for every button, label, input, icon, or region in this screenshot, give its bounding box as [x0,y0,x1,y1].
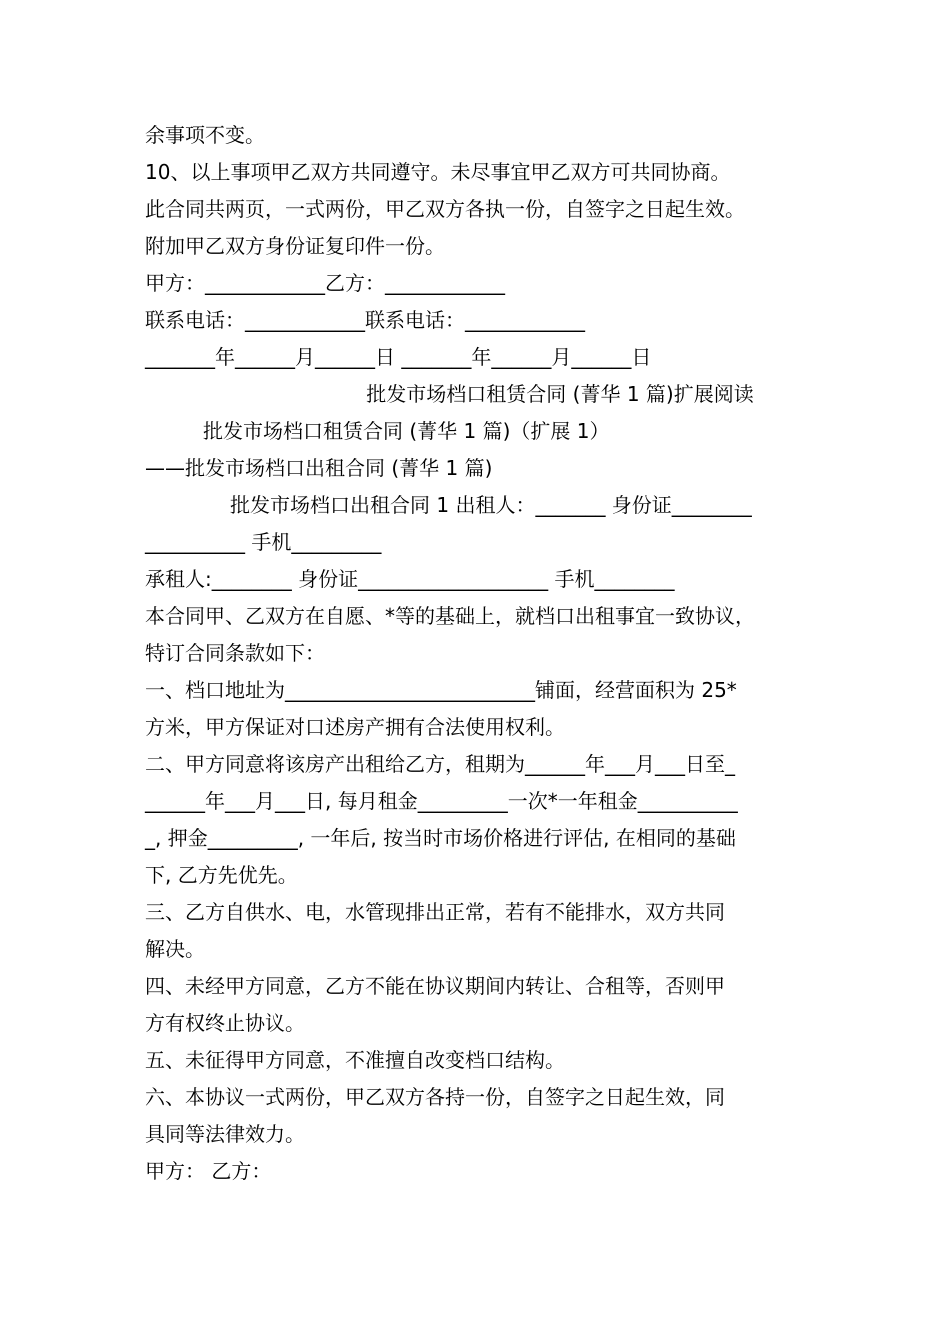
text-line: 附加甲乙双方身份证复印件一份。 [145,234,445,258]
text-line: 此合同共两页，一式两份，甲乙双方各执一份，自签字之日起生效。 [145,197,745,221]
date-line: _______年______月______日 _______年______月______日 [145,345,652,369]
text-line: 五、未征得甲方同意，不准擅自改变档口结构。 [145,1048,565,1072]
text-line: 六、本协议一式两份，甲乙双方各持一份，自签字之日起生效，同 [145,1085,725,1109]
text-line: 二、甲方同意将该房产出租给乙方，租期为______年___月___日至_ [145,752,735,776]
text-line: 本合同甲、乙双方在自愿、*等的基础上，就档口出租事宜一致协议， [145,604,755,628]
signature-line: 甲方： 乙方： [145,1159,272,1183]
text-line: 10、以上事项甲乙双方共同遵守。未尽事宜甲乙双方可共同协商。 [145,160,731,184]
section-heading: 批发市场档口租赁合同 (菁华 1 篇)扩展阅读 [366,382,754,406]
text-line: 三、乙方自供水、电，水管现排出正常，若有不能排水，双方共同 [145,900,725,924]
text-line: 批发市场档口出租合同 1 出租人：_______ 身份证________ [230,493,752,517]
contact-line: 联系电话：____________联系电话：____________ [145,308,585,332]
text-line: 具同等法律效力。 [145,1122,305,1146]
text-line: 四、未经甲方同意，乙方不能在协议期间内转让、合租等，否则甲 [145,974,725,998]
subheading: 批发市场档口租赁合同 (菁华 1 篇)（扩展 1） [203,419,610,443]
text-line: 方有权终止协议。 [145,1011,305,1035]
text-line: 下, 乙方先优先。 [145,863,298,887]
text-line: 余事项不变。 [145,123,265,147]
text-line: ______年___月___日, 每月租金_________一次*一年租金__________ [145,789,738,813]
text-line: 承租人:________ 身份证___________________ 手机________ [145,567,675,591]
text-line: __________ 手机_________ [145,530,382,554]
text-line: 一、档口地址为_________________________铺面，经营面积为 25* [145,678,737,702]
text-line: 特订合同条款如下： [145,641,325,665]
text-line: _, 押金_________, 一年后, 按当时市场价格进行评估, 在相同的基础 [145,826,736,850]
text-line: 方米，甲方保证对口述房产拥有合法使用权利。 [145,715,565,739]
signature-line: 甲方：____________乙方：____________ [145,271,505,295]
subheading-dash: ——批发市场档口出租合同 (菁华 1 篇) [145,456,493,480]
text-line: 解决。 [145,937,205,961]
